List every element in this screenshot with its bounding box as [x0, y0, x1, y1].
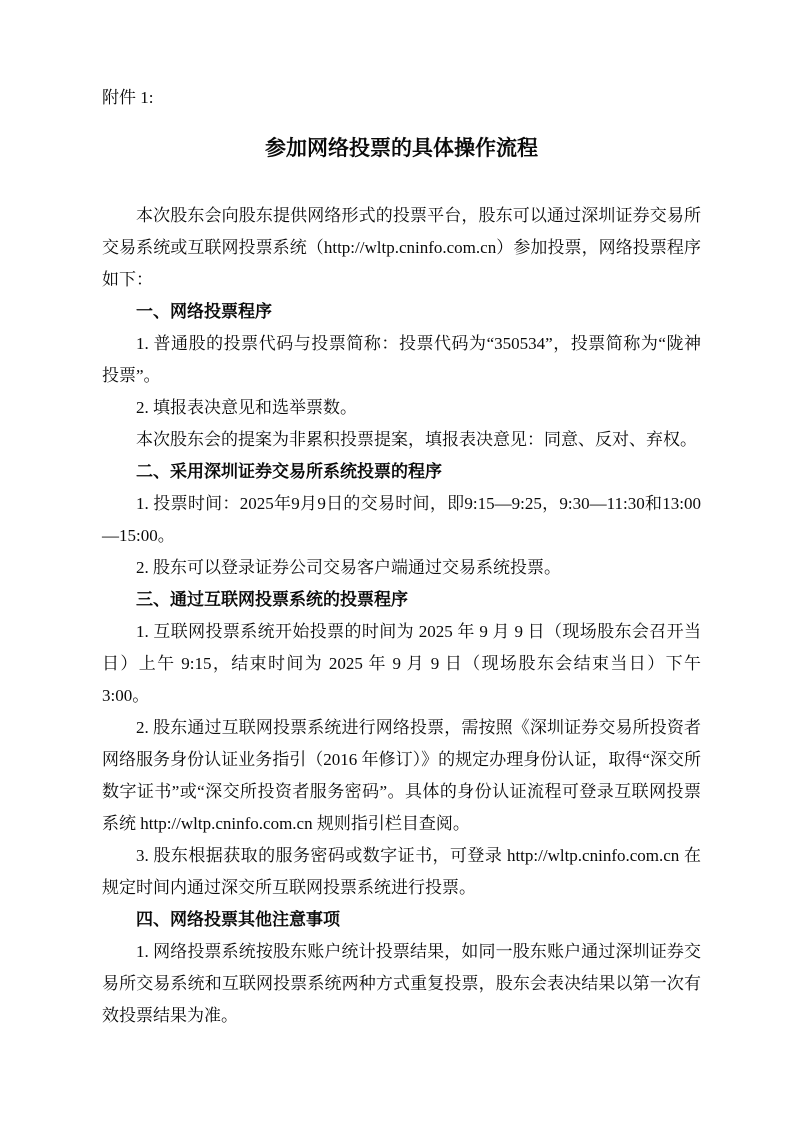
paragraph: 2. 股东通过互联网投票系统进行网络投票，需按照《深圳证券交易所投资者网络服务身份认证业务指引（2016 年修订）》的规定办理身份认证，取得“深交所数字证书”或“深交所投资者服务密码”。具体的身份认证流程可登录互联网投票系统 http://wltp.cninfo.com.cn 规则指引栏目查阅。: [102, 718, 701, 833]
attachment-label: 附件 1:: [102, 88, 154, 107]
paragraph: 1. 普通股的投票代码与投票简称：投票代码为“350534”，投票简称为“陇神投票”。: [102, 334, 701, 385]
section-heading-1: 一、网络投票程序: [136, 302, 272, 321]
section-heading-3: 三、通过互联网投票系统的投票程序: [136, 590, 408, 609]
document-title: 参加网络投票的具体操作流程: [265, 136, 538, 160]
paragraph: 2. 填报表决意见和选举票数。: [136, 398, 357, 417]
paragraph: 3. 股东根据获取的服务密码或数字证书，可登录 http://wltp.cninfo.com.cn 在规定时间内通过深交所互联网投票系统进行投票。: [102, 846, 701, 897]
paragraph: 1. 投票时间：2025年9月9日的交易时间，即9:15—9:25，9:30—11:30和13:00—15:00。: [102, 494, 701, 545]
section-heading-2: 二、采用深圳证券交易所系统投票的程序: [136, 462, 442, 481]
paragraph: 本次股东会的提案为非累积投票提案，填报表决意见：同意、反对、弃权。: [136, 430, 697, 449]
paragraph: 2. 股东可以登录证券公司交易客户端通过交易系统投票。: [136, 558, 561, 577]
paragraph: 1. 网络投票系统按股东账户统计投票结果，如同一股东账户通过深圳证券交易所交易系统和互联网投票系统两种方式重复投票，股东会表决结果以第一次有效投票结果为准。: [102, 942, 701, 1025]
paragraph-intro: 本次股东会向股东提供网络形式的投票平台，股东可以通过深圳证券交易所交易系统或互联网投票系统（http://wltp.cninfo.com.cn）参加投票，网络投票程序如下：: [102, 206, 701, 289]
document-body: [102, 200, 701, 1032]
section-heading-4: 四、网络投票其他注意事项: [136, 910, 340, 929]
paragraph: 1. 互联网投票系统开始投票的时间为 2025 年 9 月 9 日（现场股东会召开当日）上午 9:15，结束时间为 2025 年 9 月 9 日（现场股东会结束当日）下午 3:00。: [102, 622, 701, 705]
